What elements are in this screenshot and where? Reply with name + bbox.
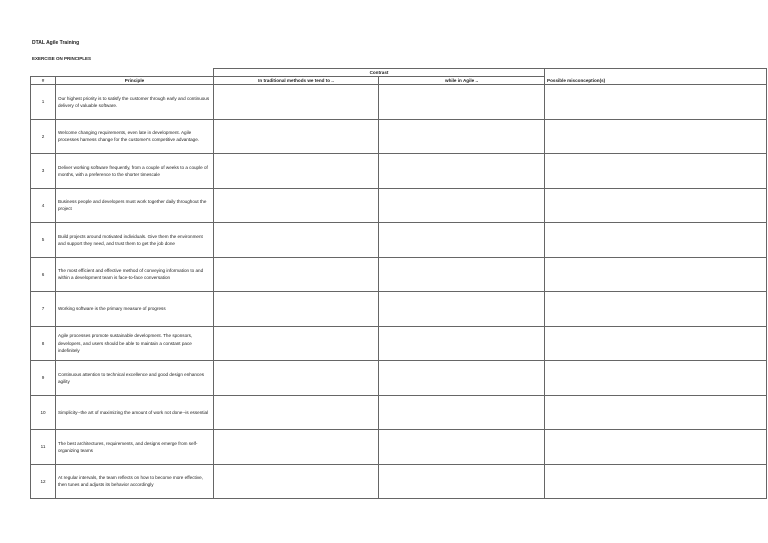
- agile-cell[interactable]: [379, 361, 545, 396]
- contrast-header: Contrast: [214, 69, 545, 77]
- table-row: [31, 257, 767, 292]
- misconception-cell[interactable]: [545, 326, 767, 361]
- traditional-cell[interactable]: [214, 292, 379, 327]
- row-number: 4: [31, 188, 56, 223]
- agile-cell[interactable]: [379, 223, 545, 258]
- table-row: [31, 292, 767, 327]
- misconception-cell[interactable]: [545, 430, 767, 465]
- group-header-row: [31, 69, 767, 77]
- principle-text: Build projects around motivated individuals. Give them the environment and support they need, and trust them to get the job done: [56, 223, 214, 258]
- misconception-cell[interactable]: [545, 292, 767, 327]
- principle-text: Deliver working software frequently, from a couple of weeks to a couple of months, with a preference to the shorter timescale: [56, 154, 214, 189]
- row-number: 1: [31, 85, 56, 120]
- table-row: [31, 430, 767, 465]
- misconception-cell[interactable]: [545, 395, 767, 430]
- misconception-cell[interactable]: [545, 223, 767, 258]
- table-row: [31, 361, 767, 396]
- misconception-cell[interactable]: [545, 464, 767, 499]
- document-title: DTAL Agile Training: [32, 40, 80, 46]
- agile-cell[interactable]: [379, 326, 545, 361]
- traditional-cell[interactable]: [214, 361, 379, 396]
- principle-text: The best architectures, requirements, and designs emerge from self-organizing teams: [56, 430, 214, 465]
- agile-cell[interactable]: [379, 119, 545, 154]
- row-number: 8: [31, 326, 56, 361]
- traditional-cell[interactable]: [214, 119, 379, 154]
- column-header-misconceptions: Possible misconception(s): [545, 77, 767, 85]
- table-row: [31, 223, 767, 258]
- column-header-number: #: [31, 77, 56, 85]
- misconception-cell[interactable]: [545, 85, 767, 120]
- principle-text: Agile processes promote sustainable development. The sponsors, developers, and users should be able to maintain a constant pace indefinitely: [56, 326, 214, 361]
- misconception-cell[interactable]: [545, 119, 767, 154]
- agile-cell[interactable]: [379, 85, 545, 120]
- principle-text: Simplicity--the art of maximizing the amount of work not done--is essential: [56, 395, 214, 430]
- agile-cell[interactable]: [379, 154, 545, 189]
- column-header-agile: while in Agile ..: [379, 77, 545, 85]
- traditional-cell[interactable]: [214, 154, 379, 189]
- traditional-cell[interactable]: [214, 85, 379, 120]
- traditional-cell[interactable]: [214, 257, 379, 292]
- traditional-cell[interactable]: [214, 430, 379, 465]
- table-row: [31, 326, 767, 361]
- misconception-cell[interactable]: [545, 361, 767, 396]
- row-number: 10: [31, 395, 56, 430]
- misconception-cell[interactable]: [545, 257, 767, 292]
- column-header-principle: Principle: [56, 77, 214, 85]
- misconception-cell[interactable]: [545, 188, 767, 223]
- row-number: 6: [31, 257, 56, 292]
- row-number: 5: [31, 223, 56, 258]
- principles-table: [30, 68, 767, 499]
- row-number: 12: [31, 464, 56, 499]
- misconception-cell[interactable]: [545, 154, 767, 189]
- traditional-cell[interactable]: [214, 395, 379, 430]
- principle-text: Welcome changing requirements, even late in development. Agile processes harness change for the customer's competitive advantage.: [56, 119, 214, 154]
- row-number: 9: [31, 361, 56, 396]
- agile-cell[interactable]: [379, 395, 545, 430]
- column-header-row: [31, 77, 767, 85]
- principle-text: Continuous attention to technical excellence and good design enhances agility: [56, 361, 214, 396]
- principle-text: The most efficient and effective method of conveying information to and within a development team is face-to-face conversation: [56, 257, 214, 292]
- agile-cell[interactable]: [379, 464, 545, 499]
- row-number: 7: [31, 292, 56, 327]
- agile-cell[interactable]: [379, 188, 545, 223]
- agile-cell[interactable]: [379, 292, 545, 327]
- column-header-traditional: In traditional methods we tend to ..: [214, 77, 379, 85]
- table-row: [31, 464, 767, 499]
- row-number: 3: [31, 154, 56, 189]
- table-body: [31, 85, 767, 499]
- principle-text: At regular intervals, the team reflects on how to become more effective, then tunes and adjusts its behavior accordingly: [56, 464, 214, 499]
- table-row: [31, 119, 767, 154]
- traditional-cell[interactable]: [214, 464, 379, 499]
- table-row: [31, 85, 767, 120]
- table-row: [31, 188, 767, 223]
- agile-cell[interactable]: [379, 430, 545, 465]
- traditional-cell[interactable]: [214, 223, 379, 258]
- row-number: 11: [31, 430, 56, 465]
- principle-text: Business people and developers must work together daily throughout the project: [56, 188, 214, 223]
- agile-cell[interactable]: [379, 257, 545, 292]
- table-row: [31, 154, 767, 189]
- traditional-cell[interactable]: [214, 326, 379, 361]
- table-row: [31, 395, 767, 430]
- document-subtitle: EXERCISE ON PRINCIPLES: [32, 56, 92, 61]
- row-number: 2: [31, 119, 56, 154]
- principle-text: Our highest priority is to satisfy the customer through early and continuous delivery of valuable software.: [56, 85, 214, 120]
- principle-text: Working software is the primary measure of progress: [56, 292, 214, 327]
- traditional-cell[interactable]: [214, 188, 379, 223]
